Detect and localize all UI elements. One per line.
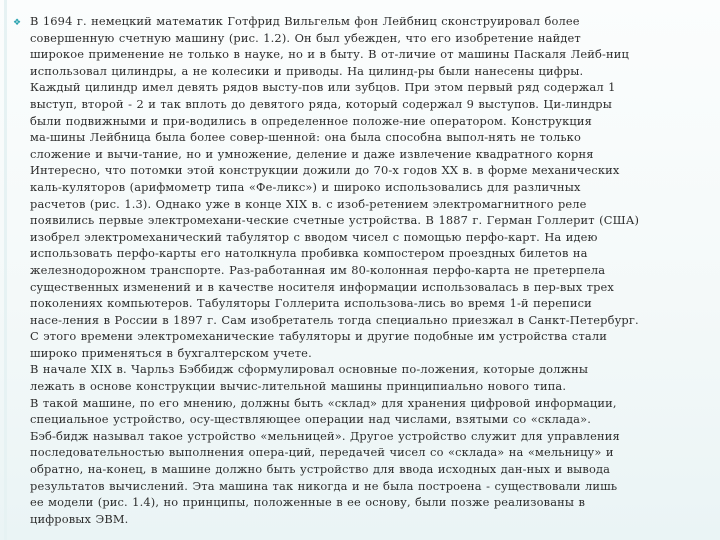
diamond-bullet-icon: ❖: [13, 18, 22, 28]
paragraph-babbage-intro: В начале XIX в. Чарльз Бэббидж сформулировал основные по-ложения, которые должны лежать в основе конструкции вычис-лительной машины принципиально нового типа.: [30, 362, 589, 394]
text-content: [13, 13, 706, 527]
paragraph-babbage-machine: В такой машине, по его мнению, должны быть «склад» для хранения цифровой информации, специальное устройство, осу-ществляющее операции над числами, взятыми со «склада». Бэб-бидж называл такое устройство «мельницей». Другое устройство служит для управления последовательностью выполнения опера-ций, передачей чисел со «склада» на «мельницу» и обратно, на-конец, в машине должно быть устройство для ввода исходных дан-ных и вывода результатов вычислений. Эта машина так никогда и не была построена - существовали лишь ее модели (рис. 1.4), но принципы, положенные в ее основу, были позже реализованы в цифровых ЭВМ.: [30, 395, 620, 526]
paragraph-leibniz-hollerith: В 1694 г. немецкий математик Готфрид Вильгельм фон Лейбниц сконструировал более совершенную счетную машину (рис. 1.2). Он был убежден, что его изобретение найдет широкое применение не только в науке, но и в быту. В от-личие от машины Паскаля Лейб-ниц использовал цилиндры, а не колесики и приводы. На цилинд-ры были нанесены цифры. Каждый цилиндр имел девять рядов высту-пов или зубцов. При этом первый ряд содержал 1 выступ, второй - 2 и так вплоть до девятого ряда, который содержал 9 выступов. Ци-линдры были подвижными и при-водились в определенное положе-ние оператором. Конструкция ма-шины Лейбница была более совер-шенной: она была способна выпол-нять не только сложение и вычи-тание, но и умножение, деление и даже извлечение квадратного корня Интересно, что потомки этой конструкции дожили до 70-х годов XX в. в форме механических каль-куляторов (арифмометр типа «Фе-ликс») и широко использовались для различных расчетов (рис. 1.3). Однако уже в конце XIX в. с изоб-ретением электромагнитного реле появились первые электромехани-ческие счетные устройства. В 1887 г. Герман Голлерит (США) изобрел электромеханический табулятор с вводом чисел с помощью перфо-карт. На идею использовать перфо-карты его натолкнула пробивка компостером проездных билетов на железнодорожном транспорте. Раз-работанная им 80-колонная перфо-карта не претерпела существенных изменений и в качестве носителя информации использовалась в пер-вых трех поколениях компьютеров. Табуляторы Голлерита использова-лись во время 1-й переписи насе-ления в России в 1897 г. Сам изобретатель тогда специально приезжал в Санкт-Петербург. С этого времени электромеханические табуляторы и другие подобные им устройства стали широко применяться в бухгалтерском учете.: [30, 14, 640, 360]
slide-left-border: [4, 0, 7, 540]
